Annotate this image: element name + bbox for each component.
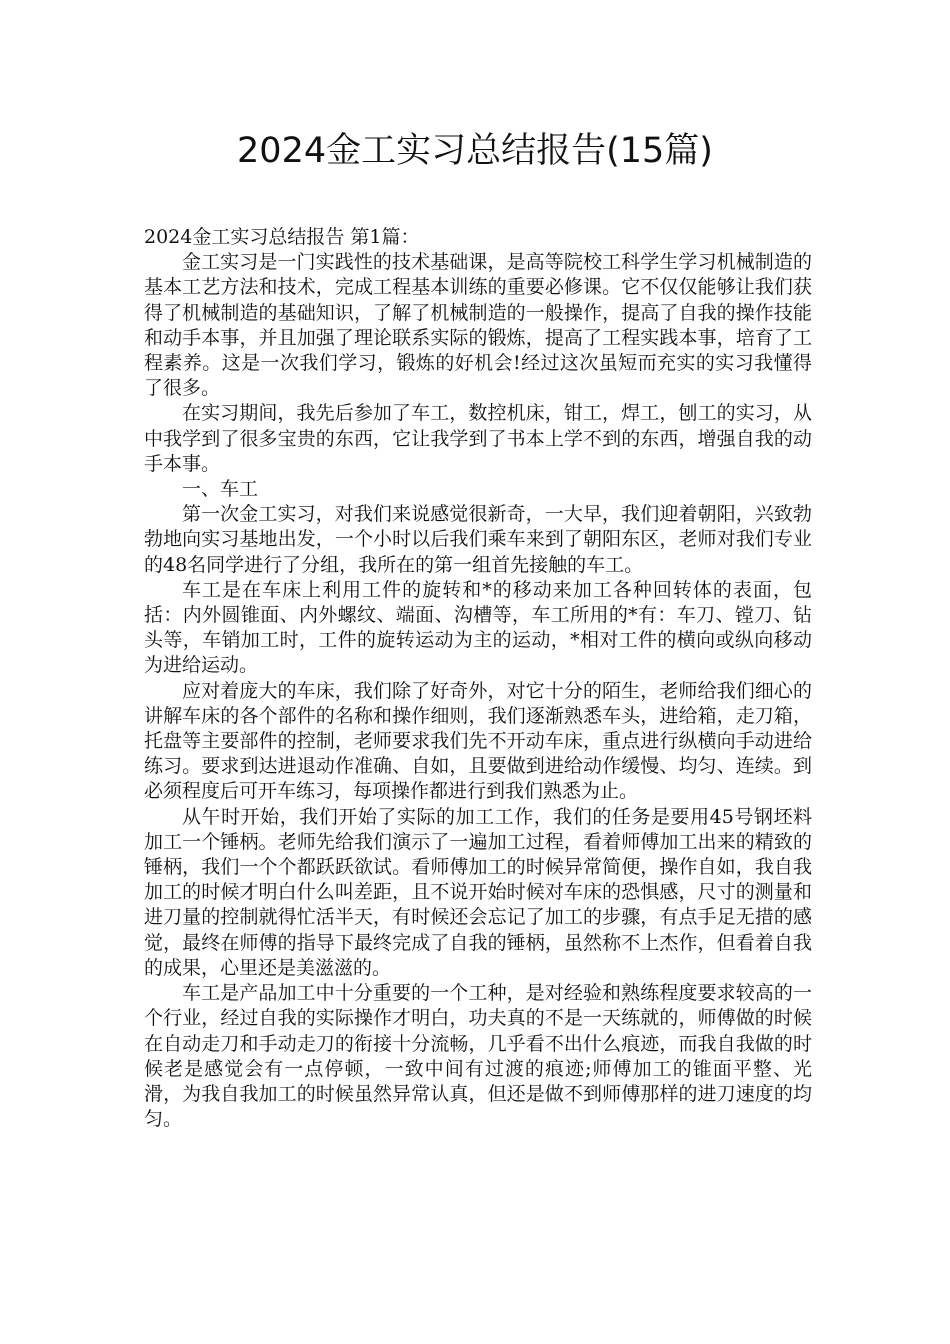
paragraph-lathe-intro: 应对着庞大的车床，我们除了好奇外，对它十分的陌生，老师给我们细心的讲解车床的各个部件的名称和操作细则，我们逐渐熟悉车头，进给箱，走刀箱，托盘等主要部件的控制，老师要求我们先不开动车床，重点进行纵横向手动进给练习。要求到达进退动作准确、自如，且要做到进给动作缓慢、均匀、连续。到必须程度后可开车练习，每项操作都进行到我们熟悉为止。 — [144, 679, 812, 803]
paragraph-reflection: 车工是产品加工中十分重要的一个工种，是对经验和熟练程度要求较高的一个行业，经过自我的实际操作才明白，功夫真的不是一天练就的，师傅做的时候在自动走刀和手动走刀的衔接十分流畅，几乎看不出什么痕迹，而我自我做的时候老是感觉会有一点停顿，一致中间有过渡的痕迹;师傅加工的锥面平整、光滑，为我自我加工的时候虽然异常认真，但还是做不到师傅那样的进刀速度的均匀。 — [144, 982, 812, 1131]
subheading-turning: 一、车工 — [182, 478, 259, 501]
paragraph-afternoon-work: 从午时开始，我们开始了实际的加工工作，我们的任务是要用45号钢坯料加工一个锤柄。老师先给我们演示了一遍加工过程，看着师傅加工出来的精致的锤柄，我们一个个都跃跃欲试。看师傅加工的时候异常简便，操作自如，我自我加工的时候才明白什么叫差距，且不说开始时候对车床的恐惧感，尺寸的测量和进刀量的控制就得忙活半天，有时候还会忘记了加工的步骤，有点手足无措的感觉，最终在师傅的指导下最终完成了自我的锤柄，虽然称不上杰作，但看着自我的成果，心里还是美滋滋的。 — [144, 805, 812, 979]
paragraph-turning-definition: 车工是在车床上利用工件的旋转和*的移动来加工各种回转体的表面，包括：内外圆锥面、内外螺纹、端面、沟槽等，车工所用的*有：车刀、镗刀、钻头等，车销加工时，工件的旋转运动为主的运动，*相对工件的横向或纵向移动为进给运动。 — [144, 578, 812, 677]
paragraph-internship: 在实习期间，我先后参加了车工，数控机床，钳工，焊工，刨工的实习，从中我学到了很多宝贵的东西，它让我学到了书本上学不到的东西，增强自我的动手本事。 — [144, 402, 812, 475]
paragraph-intro: 金工实习是一门实践性的技术基础课，是高等院校工科学生学习机械制造的基本工艺方法和技术，完成工程基本训练的重要必修课。它不仅仅能够让我们获得了机械制造的基础知识，了解了机械制造的一般操作，提高了自我的操作技能和动手本事，并且加强了理论联系实际的锻炼，提高了工程实践本事，培育了工程素养。这是一次我们学习，锻炼的好机会!经过这次虽短而充实的实习我懂得了很多。 — [144, 251, 812, 400]
document-title: 2024金工实习总结报告(15篇) — [237, 131, 713, 171]
section-heading: 2024金工实习总结报告 第1篇： — [144, 226, 420, 248]
paragraph-first-day: 第一次金工实习，对我们来说感觉很新奇，一大早，我们迎着朝阳，兴致勃勃地向实习基地出发，一个小时以后我们乘车来到了朝阳东区，老师对我们专业的48名同学进行了分组，我所在的第一组首先接触的车工。 — [144, 503, 812, 576]
document-body — [144, 225, 812, 1132]
